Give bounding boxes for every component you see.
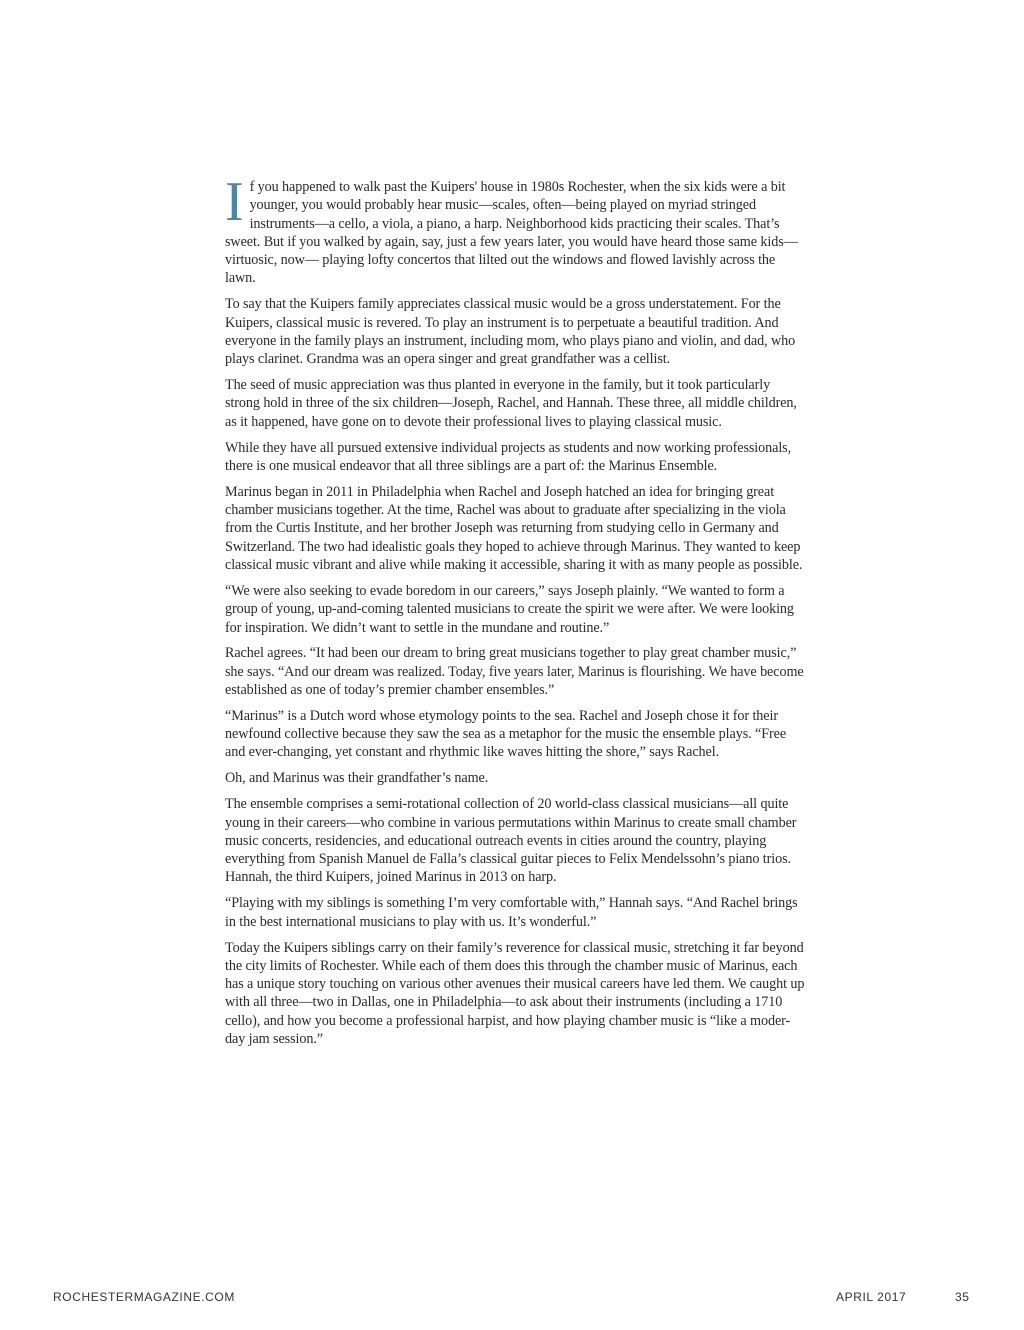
- article-paragraph-1: [225, 171, 805, 288]
- article-paragraph-12: Today the Kuipers siblings carry on their family’s reverence for classical music, stretching it far beyond the city limits of Rochester. While each of them does this through the chamber music of Marinus, each has a unique story touching on various other avenues their musical careers have led them. We caught up with all three—two in Dallas, one in Philadelphia—to ask about their instruments (including a 1710 cello), and how you become a professional harpist, and how playing chamber music is “like a moder-day jam session.”: [225, 939, 805, 1047]
- drop-cap: I: [225, 171, 244, 233]
- article-paragraph-9: Oh, and Marinus was their grandfather’s name.: [225, 770, 489, 787]
- article-paragraph-3: The seed of music appreciation was thus planted in everyone in the family, but it took particularly strong hold in three of the six children—Joseph, Rachel, and Hannah. These three, all middle children, as it happened, have gone on to devote their professional lives to playing classical music.: [225, 377, 797, 430]
- article-paragraph-4: While they have all pursued extensive individual projects as students and now working professionals, there is one musical endeavor that all three siblings are a part of: the Marinus Ensemble.: [225, 439, 792, 474]
- footer-website: ROCHESTERMAGAZINE.COM: [53, 1290, 235, 1304]
- article-paragraph-5: Marinus began in 2011 in Philadelphia when Rachel and Joseph hatched an idea for bringing great chamber musicians together. At the time, Rachel was about to graduate after specializing in the viola from the Curtis Institute, and her brother Joseph was returning from studying cello in Germany and Switzerland. The two had idealistic goals they hoped to achieve through Marinus. They wanted to keep classical music vibrant and alive while making it accessible, sharing it with as many people as possible.: [225, 483, 803, 574]
- article-paragraph-8: “Marinus” is a Dutch word whose etymology points to the sea. Rachel and Joseph chose it for their newfound collective because they saw the sea as a metaphor for the music the ensemble plays. “Free and ever-changing, yet constant and rhythmic like waves hitting the shore,” says Rachel.: [225, 707, 787, 761]
- article-paragraph-10: The ensemble comprises a semi-rotational collection of 20 world-class classical musicians—all quite young in their careers—who combine in various permutations within Marinus to create small chamber music concerts, residencies, and educational outreach events in cities around the country, playing everything from Spanish Manuel de Falla’s classical guitar pieces to Felix Mendelssohn’s piano trios. Hannah, the third Kuipers, joined Marinus in 2013 on harp.: [225, 796, 797, 886]
- article-paragraph-7: Rachel agrees. “It had been our dream to bring great musicians together to play great chamber music,” she says. “And our dream was realized. Today, five years later, Marinus is flourishing. We have become established as one of today’s premier chamber ensembles.”: [225, 645, 804, 698]
- article-paragraph-2: To say that the Kuipers family appreciates classical music would be a gross understatement. For the Kuipers, classical music is revered. To play an instrument is to perpetuate a beautiful tradition. And everyone in the family plays an instrument, including mom, who plays piano and violin, and dad, who plays clarinet. Grandma was an opera singer and great grandfather was a cellist.: [225, 296, 796, 368]
- paragraph-text: f you happened to walk past the Kuipers' house in 1980s Rochester, when the six kids were a bit younger, you would probably hear music—scales, often—being played on myriad stringed instruments—a cello, a viola, a piano, a harp. Neighborhood kids practicing their scales. That’s sweet. But if you walked by again, say, just a few years later, you would have heard those same kids—virtuosic, now— playing lofty concertos that lilted out the windows and flowed lavishly across the lawn.: [225, 179, 798, 287]
- footer-issue-date: APRIL 2017: [836, 1290, 907, 1304]
- page-number: 35: [955, 1290, 970, 1304]
- article-paragraph-11: “Playing with my siblings is something I’m very comfortable with,” Hannah says. “And Rachel brings in the best international musicians to play with us. It’s wonderful.”: [225, 895, 798, 930]
- article-paragraph-6: “We were also seeking to evade boredom in our careers,” says Joseph plainly. “We wanted to form a group of young, up-and-coming talented musicians to create the spirit we were after. We were looking for inspiration. We didn’t want to settle in the mundane and routine.”: [225, 582, 794, 636]
- article-body: [225, 171, 805, 1056]
